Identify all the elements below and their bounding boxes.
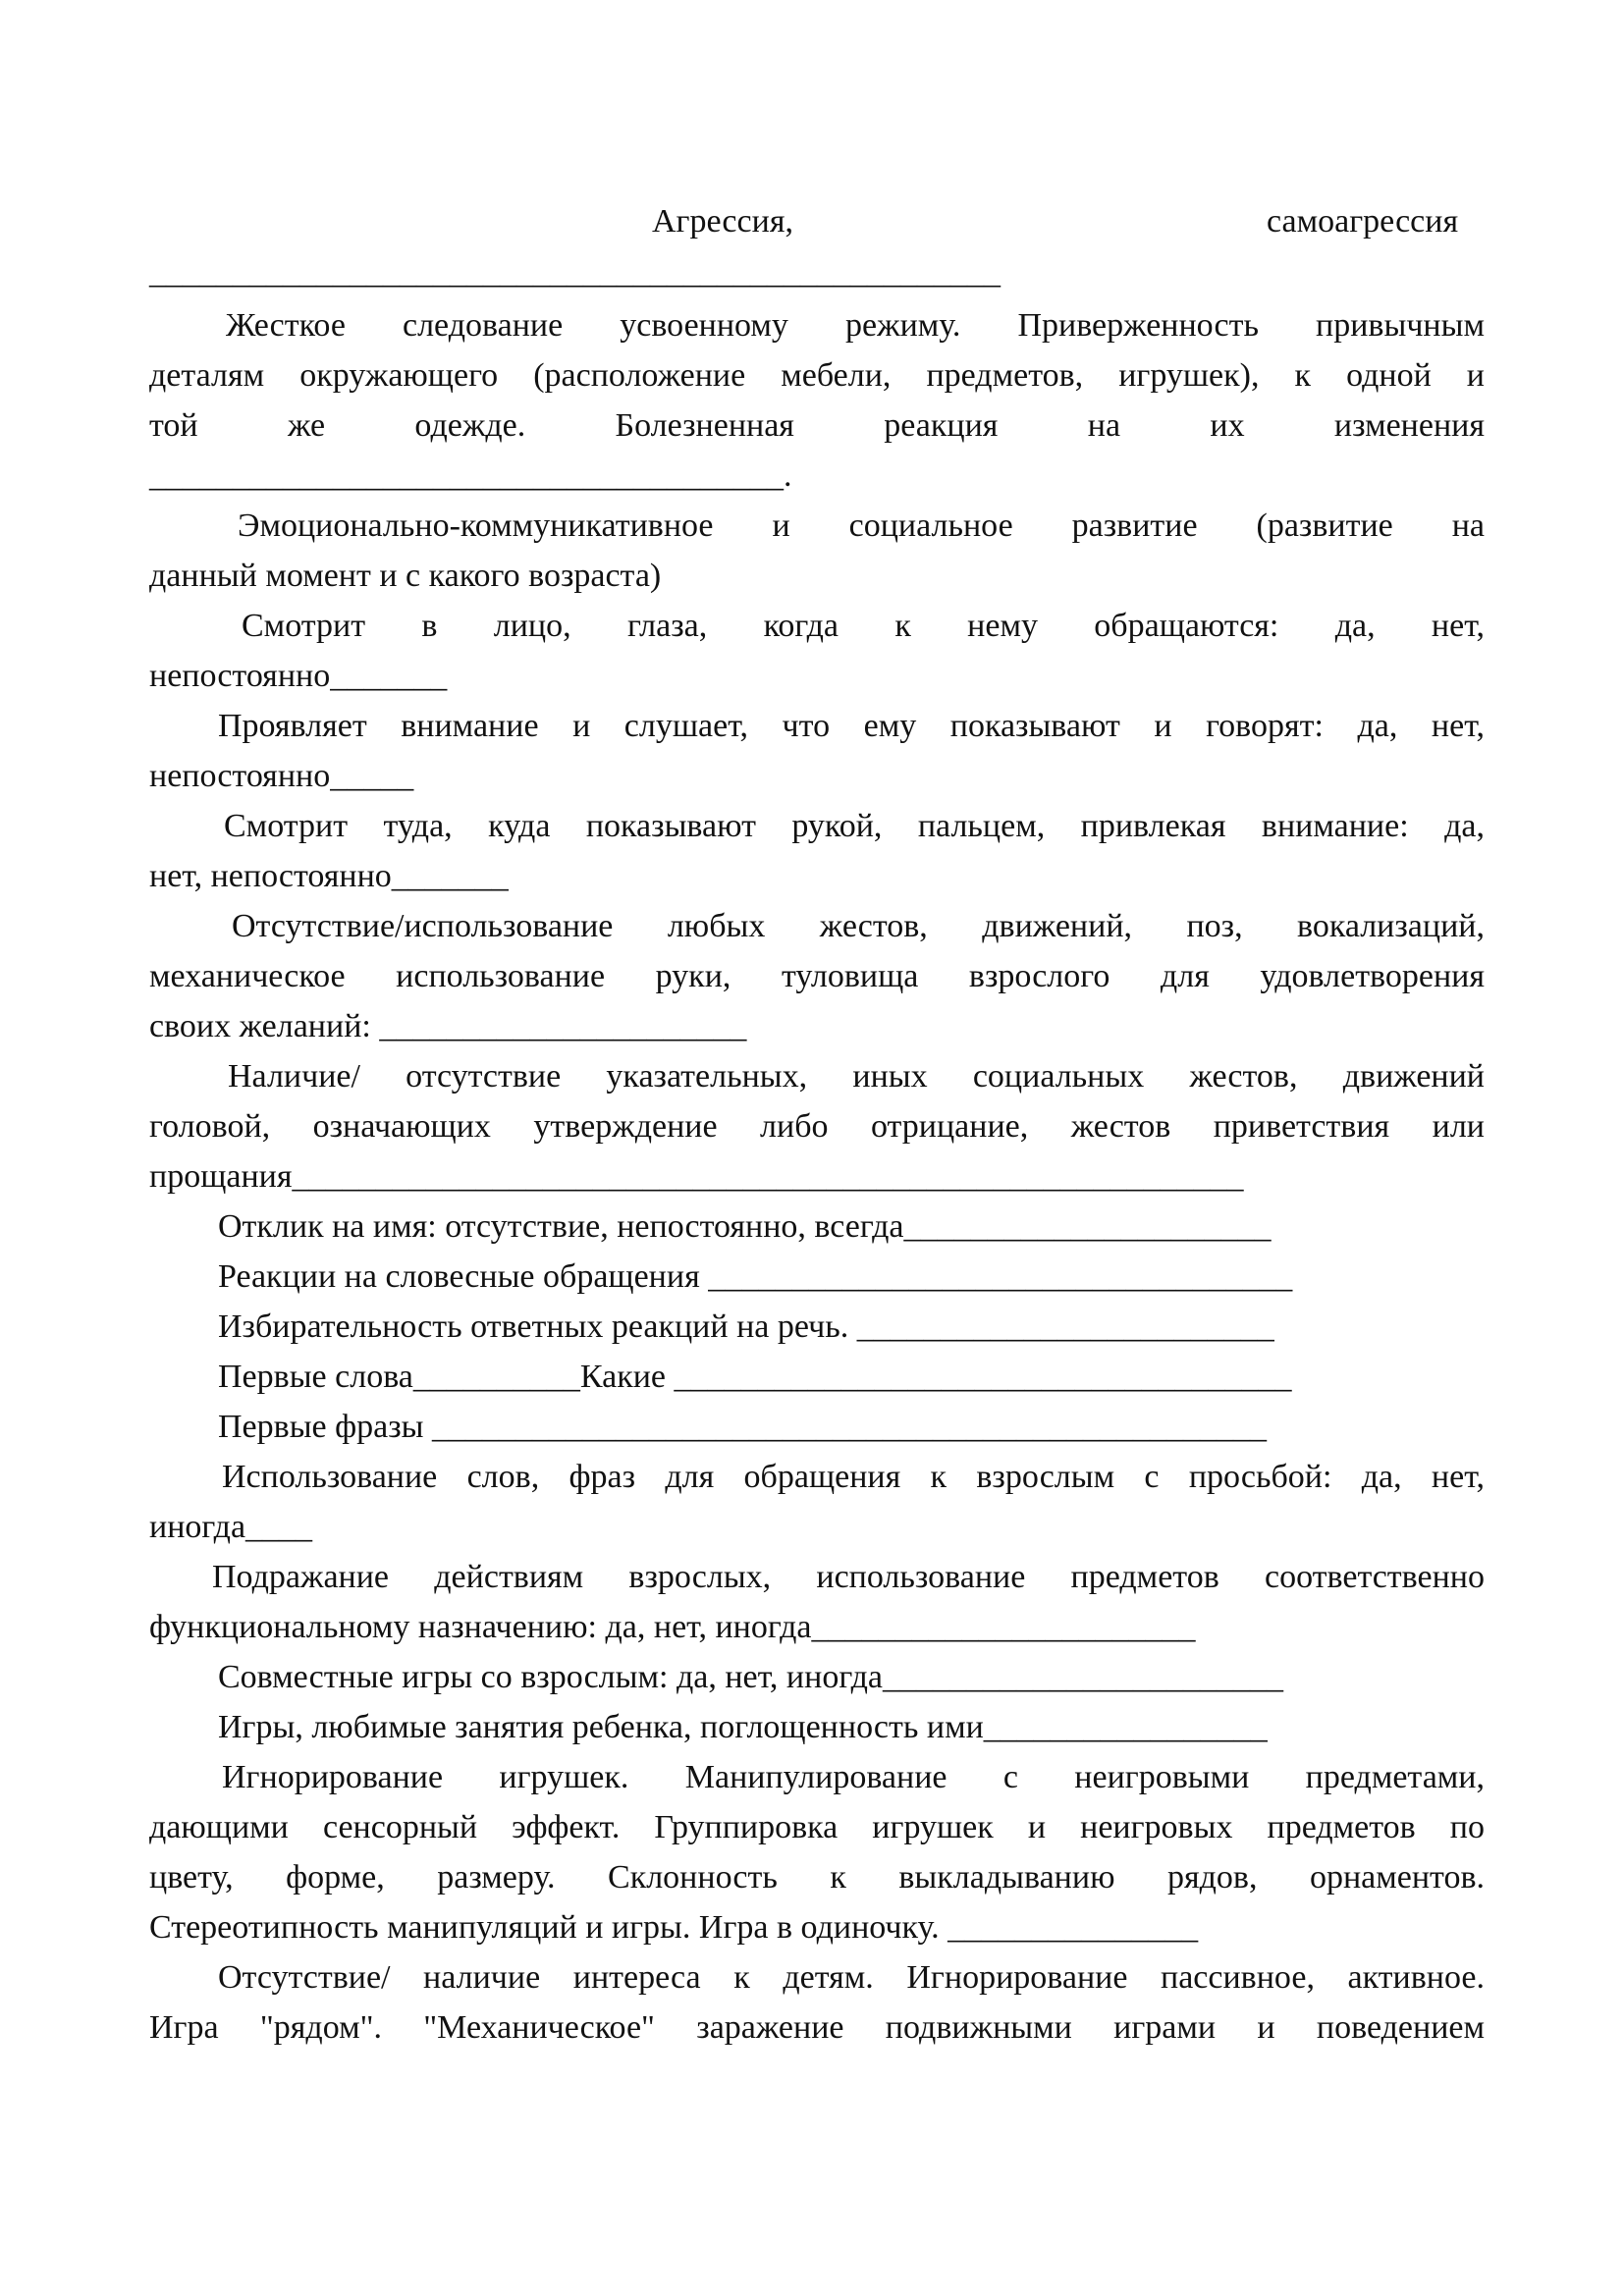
text-line: ___________________________________________________ (149, 254, 1001, 291)
text-line: Использование слов, фраз для обращения к взрослым с просьбой: да, нет, (222, 1459, 1485, 1495)
text-line: Отсутствие/ наличие интереса к детям. Игнорирование пассивное, активное. (218, 1959, 1485, 1996)
text-line: механическое использование руки, туловища взрослого для удовлетворения (149, 958, 1485, 994)
text-line: Первые слова__________Какие _____________________________________ (218, 1359, 1292, 1395)
text-line: Первые фразы __________________________________________________ (218, 1409, 1268, 1445)
text-line: той же одежде. Болезненная реакция на их изменения (149, 407, 1485, 444)
text-line: Игры, любимые занятия ребенка, поглощенность ими_________________ (218, 1709, 1268, 1745)
text-line: ______________________________________. (149, 457, 792, 494)
text-line: данный момент и с какого возраста) (149, 558, 662, 594)
text-line: непостоянно_______ (149, 658, 448, 694)
text-line: Стереотипность манипуляций и игры. Игра в одиночку. _______________ (149, 1909, 1199, 1946)
text-line: иногда____ (149, 1509, 313, 1545)
text-line: своих желаний: ______________________ (149, 1008, 747, 1044)
heading-aggression: Агрессия, (652, 203, 793, 240)
text-line: цвету, форме, размеру. Склонность к выкладыванию рядов, орнаментов. (149, 1859, 1485, 1896)
text-line: головой, означающих утверждение либо отрицание, жестов приветствия или (149, 1108, 1485, 1145)
text-line: Совместные игры со взрослым: да, нет, иногда________________________ (218, 1659, 1283, 1695)
text-line: Подражание действиям взрослых, использование предметов соответственно (212, 1559, 1485, 1595)
text-line: Игра "рядом". "Механическое" заражение подвижными играми и поведением (149, 2009, 1485, 2046)
text-line: Наличие/ отсутствие указательных, иных социальных жестов, движений (228, 1058, 1485, 1095)
text-line: Игнорирование игрушек. Манипулирование с неигровыми предметами, (222, 1759, 1485, 1795)
text-line: нет, непостоянно_______ (149, 858, 509, 894)
text-line: Смотрит в лицо, глаза, когда к нему обращаются: да, нет, (242, 608, 1485, 644)
text-line: деталям окружающего (расположение мебели, предметов, игрушек), к одной и (149, 357, 1485, 394)
text-line: Отсутствие/использование любых жестов, движений, поз, вокализаций, (232, 908, 1485, 944)
text-line: непостоянно_____ (149, 758, 414, 794)
text-line: Эмоционально-коммуникативное и социальное развитие (развитие на (238, 507, 1485, 544)
text-line: функциональному назначению: да, нет, иногда_______________________ (149, 1609, 1196, 1645)
text-line: Реакции на словесные обращения ___________________________________ (218, 1258, 1293, 1295)
text-line: Отклик на имя: отсутствие, непостоянно, всегда______________________ (218, 1208, 1272, 1245)
text-line: прощания_________________________________________________________ (149, 1158, 1244, 1195)
text-line: Проявляет внимание и слушает, что ему показывают и говорят: да, нет, (218, 708, 1485, 744)
heading-self-aggression: самоагрессия (1267, 203, 1459, 240)
text-line: Избирательность ответных реакций на речь. _________________________ (218, 1308, 1274, 1345)
text-line: Смотрит туда, куда показывают рукой, пальцем, привлекая внимание: да, (224, 808, 1485, 844)
text-line: дающими сенсорный эффект. Группировка игрушек и неигровых предметов по (149, 1809, 1485, 1845)
text-line: Жесткое следование усвоенному режиму. Приверженность привычным (226, 307, 1485, 344)
